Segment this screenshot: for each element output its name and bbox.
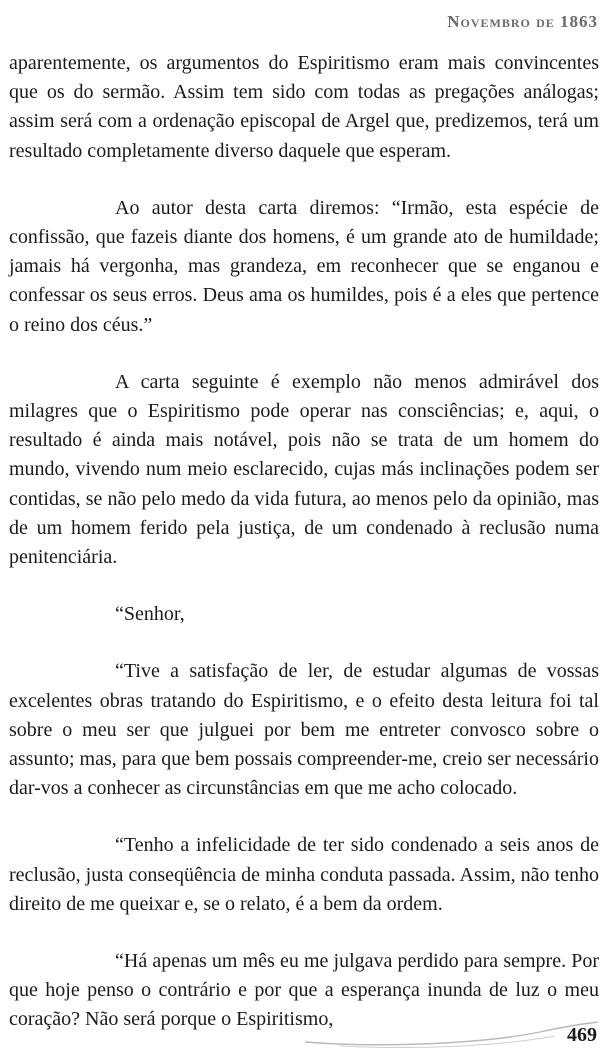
letter-paragraph-1: “Tive a satisfação de ler, de estudar algumas de vossas excelentes obras tratando do Espiritismo, e o efeito desta leitura foi tal sobre o meu ser que julguei por bem me entreter convosco sobre o assunto; mas, para que bem possais compreender-me, creio ser necessário dar-vos a conhecer as circunstâncias em que me acho colocado.: [9, 660, 599, 800]
running-header: Novembro de 1863: [447, 12, 598, 31]
paragraph-letter-intro: A carta seguinte é exemplo não menos admirável dos milagres que o Espiritismo pode operar nas consciências; e, aqui, o resultado é ainda mais notável, pois não se trata de um homem do mundo, vivendo num meio esclarecido, cujas más inclinações podem ser contidas, se não pelo medo da vida futura, ao menos pelo da opinião, mas de um homem ferido pela justiça, de um condenado à reclusão numa penitenciária.: [9, 370, 599, 569]
page-number: 469: [567, 1024, 597, 1046]
paragraph-author-reply: Ao autor desta carta diremos: “Irmão, esta espécie de confissão, que fazeis diante dos homens, é um grande ato de humildade; jamais há vergonha, mas grandeza, em reconhecer que se enganou e confessar os seus erros. Deus ama os humildes, pois é a eles que pertence o reino dos céus.”: [9, 196, 599, 336]
paragraph-continuation: aparentemente, os argumentos do Espiritismo eram mais convincentes que os do sermão. Assim tem sido com todas as pregações análogas; assim será com a ordenação episcopal de Argel que, predizemos, terá um resultado completamente diverso daquele que esperam.: [9, 52, 599, 162]
footer-ornament: [300, 1014, 600, 1054]
page-body: [9, 49, 599, 1063]
letter-paragraph-2: “Tenho a infelicidade de ter sido condenado a seis anos de reclusão, justa conseqüência de minha conduta passada. Assim, não tenho direito de me queixar e, se o relato, é a bem da ordem.: [9, 834, 599, 915]
letter-paragraph-3: “Há apenas um mês eu me julgava perdido para sempre. Por que hoje penso o contrário e por que a esperança inunda de luz o meu coração? Não será porque o Espiritismo,: [9, 950, 599, 1031]
letter-salutation: “Senhor,: [115, 603, 185, 626]
